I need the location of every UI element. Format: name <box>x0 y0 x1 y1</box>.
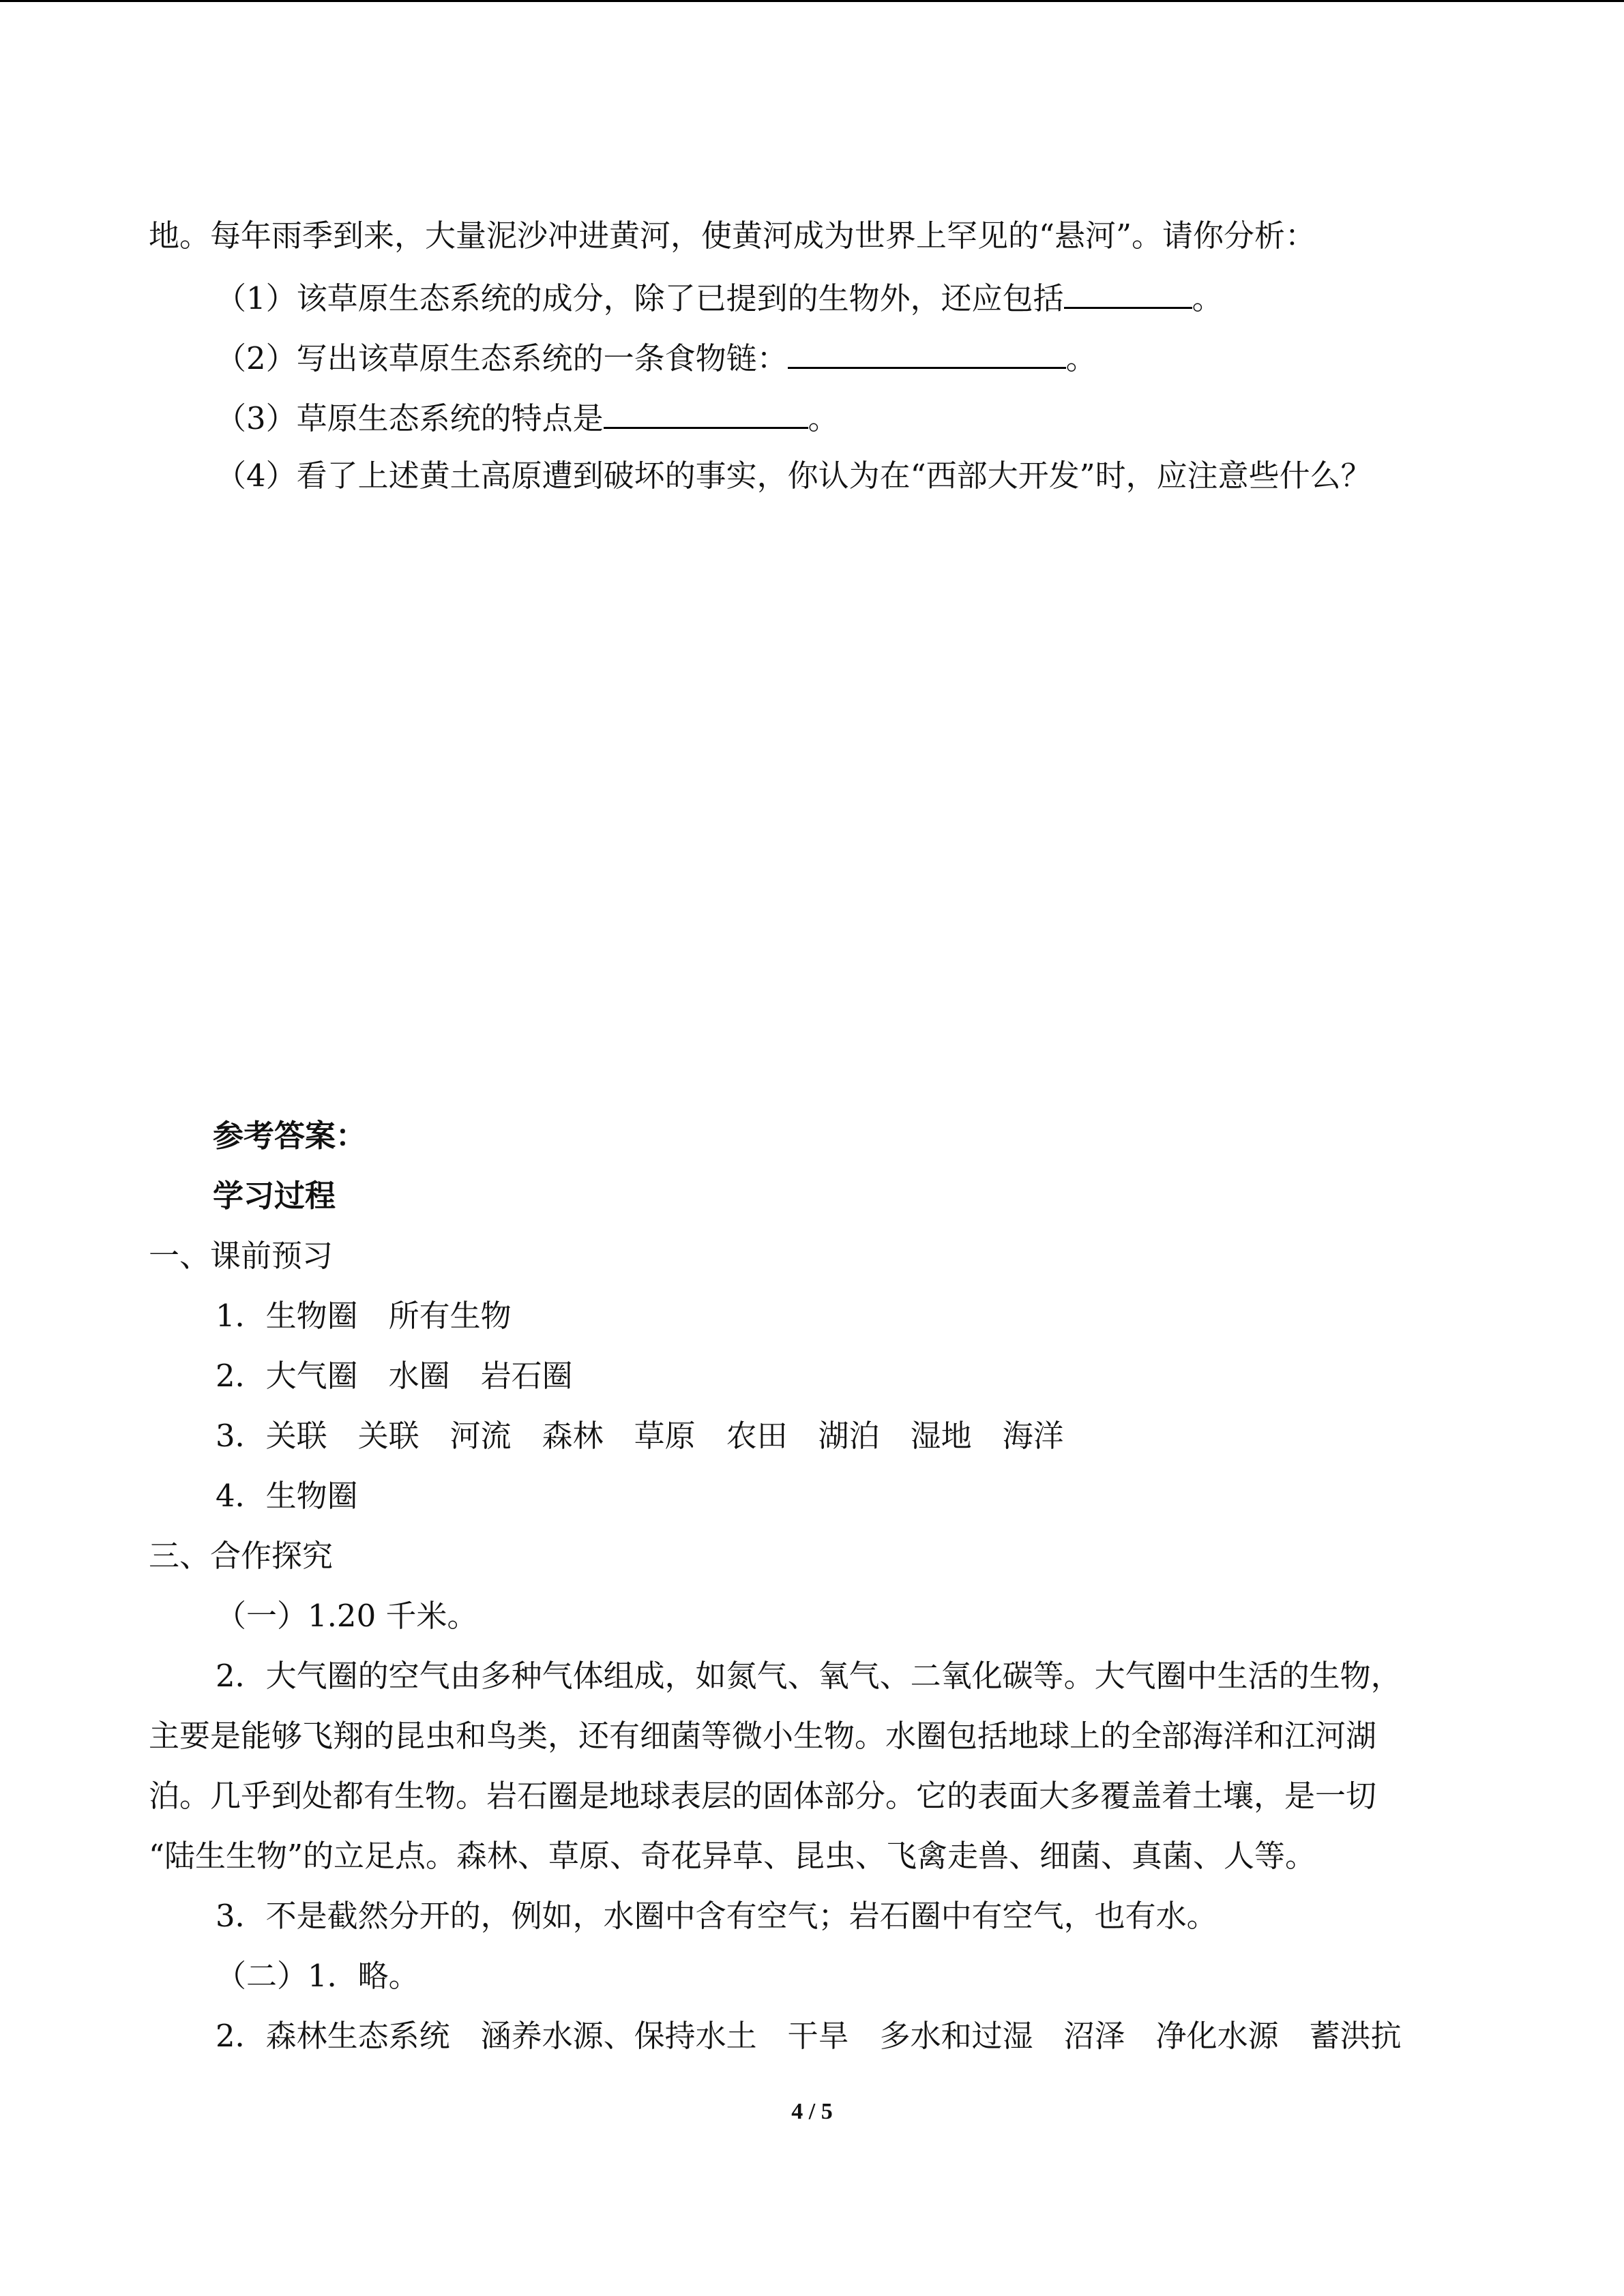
question-1-text: （1）该草原生态系统的成分，除了已提到的生物外，还应包括 <box>216 280 1064 316</box>
section-3-heading: 三、合作探究 <box>149 1538 334 1574</box>
part-2-answer: （二）1．略。 <box>216 1958 419 1994</box>
page-top-border <box>0 0 1624 2</box>
question-intro-text: 地。每年雨季到来，大量泥沙冲进黄河，使黄河成为世界上罕见的“悬河”。请你分析： <box>149 218 1316 254</box>
answers-title: 参考答案： <box>213 1118 367 1154</box>
question-4 <box>216 456 1372 496</box>
question-3-end: 。 <box>808 400 839 436</box>
page-number: 4 / 5 <box>791 2099 833 2124</box>
answer-blank-2[interactable] <box>788 336 1066 369</box>
section-1-item: 1．生物圈 所有生物 <box>216 1298 512 1334</box>
part-1-answer: （一）1.20 千米。 <box>216 1598 478 1634</box>
question-2-text: （2）写出该草原生态系统的一条食物链： <box>216 340 788 376</box>
question-4-text: （4）看了上述黄土高原遭到破坏的事实，你认为在“西部大开发”时，应注意些什么？ <box>216 458 1372 494</box>
question-intro-line <box>149 215 1316 256</box>
part-1-item-3: 3．不是截然分开的，例如，水圈中含有空气；岩石圈中有空气，也有水。 <box>216 1898 1217 1934</box>
question-2 <box>216 336 1097 379</box>
part-1-item-2-line: 泊。几乎到处都有生物。岩石圈是地球表层的固体部分。它的表面大多覆盖着土壤，是一切 <box>149 1778 1377 1814</box>
question-3 <box>216 396 839 439</box>
section-1-item: 2．大气圈 水圈 岩石圈 <box>216 1358 573 1394</box>
section-1-heading: 一、课前预习 <box>149 1238 334 1274</box>
question-2-end: 。 <box>1065 340 1097 376</box>
section-1-item: 4．生物圈 <box>216 1478 358 1514</box>
question-1-end: 。 <box>1192 280 1223 316</box>
answers-subtitle: 学习过程 <box>213 1178 336 1214</box>
answer-blank-1[interactable] <box>1064 275 1192 309</box>
part-1-item-2-line: “陆生生物”的立足点。森林、草原、奇花异草、昆虫、飞禽走兽、细菌、真菌、人等。 <box>149 1838 1316 1874</box>
part-1-item-2-line: 2．大气圈的空气由多种气体组成，如氮气、氧气、二氧化碳等。大气圈中生活的生物， <box>216 1658 1402 1694</box>
answer-blank-3[interactable] <box>604 396 808 429</box>
question-1 <box>216 275 1223 319</box>
part-2-item-2: 2．森林生态系统 涵养水源、保持水土 干旱 多水和过湿 沼泽 净化水源 蓄洪抗 <box>216 2018 1402 2054</box>
section-1-item: 3．关联 关联 河流 森林 草原 农田 湖泊 湿地 海洋 <box>216 1418 1064 1454</box>
part-1-item-2-line: 主要是能够飞翔的昆虫和鸟类，还有细菌等微小生物。水圈包括地球上的全部海洋和江河湖 <box>149 1718 1377 1754</box>
question-3-text: （3）草原生态系统的特点是 <box>216 400 604 436</box>
